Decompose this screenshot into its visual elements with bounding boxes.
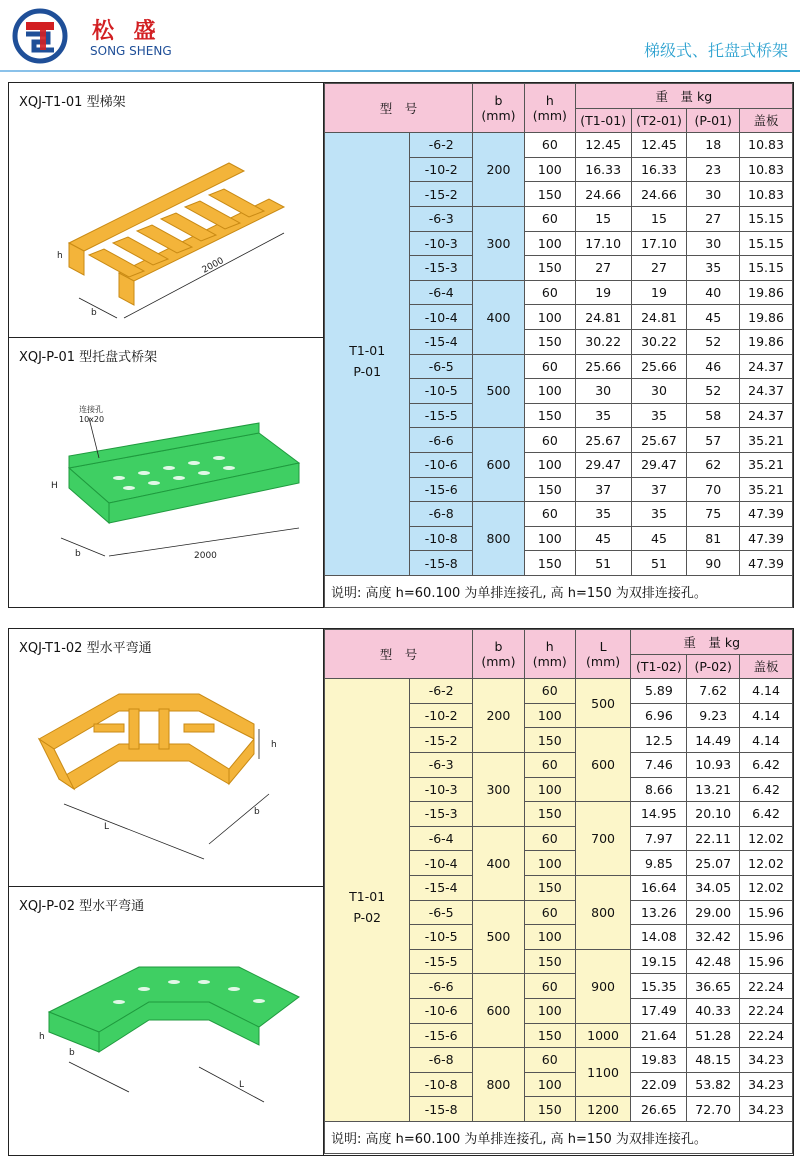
b-value-cell: 500 — [473, 354, 525, 428]
L-value-cell: 1000 — [575, 1023, 631, 1048]
weight-p-cell: 20.10 — [687, 802, 740, 827]
weight-cover-cell: 22.24 — [740, 974, 793, 999]
tray-bend-caption: XQJ-P-02 型水平弯通 — [19, 899, 145, 914]
model-suffix-cell: -10-3 — [410, 231, 473, 256]
ladder-bend-drawing — [9, 669, 324, 887]
model-suffix-cell: -10-5 — [410, 379, 473, 404]
h-value-cell: 150 — [524, 329, 575, 354]
weight-t1-cell: 25.66 — [575, 354, 631, 379]
model-suffix-cell: -15-4 — [410, 329, 473, 354]
model-suffix-cell: -6-5 — [410, 900, 473, 925]
h-value-cell: 60 — [524, 502, 575, 527]
weight-p-cell: 36.65 — [687, 974, 740, 999]
weight-t1-cell: 14.95 — [631, 802, 687, 827]
weight-p-cell: 75 — [687, 502, 740, 527]
h-value-cell: 150 — [524, 403, 575, 428]
h-value-cell: 100 — [524, 305, 575, 330]
model-suffix-cell: -15-5 — [410, 403, 473, 428]
weight-cover-cell: 35.21 — [740, 477, 793, 502]
model-suffix-cell: -15-6 — [410, 1023, 473, 1048]
bend-table-body — [325, 679, 793, 1122]
weight-cover-cell: 6.42 — [740, 777, 793, 802]
h-value-cell: 100 — [524, 777, 575, 802]
b-value-cell: 200 — [473, 133, 525, 207]
weight-t2-cell: 27 — [631, 256, 687, 281]
weight-t1-cell: 51 — [575, 551, 631, 576]
weight-cover-cell: 15.15 — [740, 206, 793, 231]
weight-p-cell: 52 — [687, 329, 740, 354]
header-divider — [0, 70, 800, 72]
weight-cover-cell: 12.02 — [740, 826, 793, 851]
ladder-length-label: 2000 — [200, 256, 226, 276]
weight-t1-cell: 30.22 — [575, 329, 631, 354]
weight-t1-cell: 14.08 — [631, 925, 687, 950]
tray-hole-label: 连接孔 — [79, 405, 103, 414]
b-value-cell: 400 — [473, 826, 525, 900]
weight-p-cell: 30 — [687, 231, 740, 256]
weight-p-cell: 30 — [687, 182, 740, 207]
weight-p-cell: 62 — [687, 452, 740, 477]
weight-t2-cell: 19 — [631, 280, 687, 305]
model-suffix-cell: -10-5 — [410, 925, 473, 950]
weight-cover-cell: 24.37 — [740, 403, 793, 428]
weight-cover-cell: 15.15 — [740, 231, 793, 256]
h-value-cell: 100 — [524, 231, 575, 256]
weight-t2-cell: 45 — [631, 526, 687, 551]
weight-cover-cell: 35.21 — [740, 452, 793, 477]
weight-p-cell: 18 — [687, 133, 740, 158]
tray-caption: XQJ-P-01 型托盘式桥架 — [19, 350, 158, 365]
model-suffix-cell: -10-2 — [410, 703, 473, 728]
weight-t2-cell: 17.10 — [631, 231, 687, 256]
weight-t1-cell: 12.45 — [575, 133, 631, 158]
header-c3: 盖板 — [740, 654, 793, 679]
model-suffix-cell: -6-2 — [410, 133, 473, 158]
model-name-1: T1-01 — [349, 889, 386, 905]
weight-t1-cell: 19.15 — [631, 949, 687, 974]
weight-t1-cell: 12.5 — [631, 728, 687, 753]
tray-bend-drawing — [9, 927, 324, 1157]
model-name-cell — [325, 679, 410, 1122]
header-model: 型 号 — [325, 630, 473, 679]
b-value-cell: 600 — [473, 428, 525, 502]
weight-t1-cell: 35 — [575, 502, 631, 527]
weight-cover-cell: 15.15 — [740, 256, 793, 281]
header-weight: 重 量 kg — [631, 630, 793, 655]
b-value-cell: 800 — [473, 502, 525, 576]
model-suffix-cell: -15-6 — [410, 477, 473, 502]
ladder-table-body — [325, 133, 793, 576]
weight-p-cell: 13.21 — [687, 777, 740, 802]
h-value-cell: 150 — [524, 477, 575, 502]
h-value-cell: 60 — [524, 900, 575, 925]
h-value-cell: 150 — [524, 949, 575, 974]
weight-t2-cell: 16.33 — [631, 157, 687, 182]
model-suffix-cell: -6-5 — [410, 354, 473, 379]
tray-bend-h-label: h — [39, 1032, 45, 1042]
ladder-bend-h-label: h — [271, 740, 277, 750]
tray-b-label: b — [75, 549, 81, 559]
model-suffix-cell: -10-8 — [410, 1072, 473, 1097]
weight-p-cell: 52 — [687, 379, 740, 404]
weight-p-cell: 48.15 — [687, 1048, 740, 1073]
weight-cover-cell: 47.39 — [740, 526, 793, 551]
weight-p-cell: 34.05 — [687, 875, 740, 900]
h-value-cell: 150 — [524, 551, 575, 576]
b-value-cell: 500 — [473, 900, 525, 974]
weight-cover-cell: 12.02 — [740, 851, 793, 876]
weight-t1-cell: 17.49 — [631, 998, 687, 1023]
tray-bend-image-cell — [9, 887, 324, 1157]
model-name-cell — [325, 133, 410, 576]
ladder-bend-L-label: L — [104, 822, 110, 832]
image-column — [9, 83, 324, 607]
L-value-cell: 1100 — [575, 1048, 631, 1097]
ladder-caption: XQJ-T1-01 型梯架 — [19, 95, 126, 110]
h-value-cell: 100 — [524, 157, 575, 182]
h-value-cell: 100 — [524, 452, 575, 477]
weight-cover-cell: 24.37 — [740, 379, 793, 404]
weight-cover-cell: 34.23 — [740, 1072, 793, 1097]
weight-cover-cell: 4.14 — [740, 679, 793, 704]
h-value-cell: 60 — [524, 206, 575, 231]
weight-p-cell: 81 — [687, 526, 740, 551]
tray-bend-b-label: b — [69, 1048, 75, 1058]
table-note: 说明: 高度 h=60.100 为单排连接孔, 高 h=150 为双排连接孔。 — [325, 1121, 793, 1153]
weight-p-cell: 40.33 — [687, 998, 740, 1023]
weight-cover-cell: 6.42 — [740, 752, 793, 777]
weight-p-cell: 9.23 — [687, 703, 740, 728]
weight-cover-cell: 34.23 — [740, 1097, 793, 1122]
tray-length-label: 2000 — [194, 551, 217, 561]
model-suffix-cell: -6-3 — [410, 206, 473, 231]
bend-spec-table — [324, 629, 793, 1154]
brand-name-en: SONG SHENG — [90, 44, 172, 58]
weight-cover-cell: 15.96 — [740, 925, 793, 950]
tray-drawing — [9, 378, 324, 608]
L-value-cell: 800 — [575, 875, 631, 949]
weight-t1-cell: 16.33 — [575, 157, 631, 182]
weight-t1-cell: 13.26 — [631, 900, 687, 925]
L-value-cell: 700 — [575, 802, 631, 876]
weight-cover-cell: 15.96 — [740, 900, 793, 925]
weight-t1-cell: 24.81 — [575, 305, 631, 330]
weight-cover-cell: 22.24 — [740, 998, 793, 1023]
model-suffix-cell: -15-8 — [410, 551, 473, 576]
ladder-bend-caption: XQJ-T1-02 型水平弯通 — [19, 641, 152, 656]
h-value-cell: 60 — [524, 280, 575, 305]
b-value-cell: 800 — [473, 1048, 525, 1122]
weight-t1-cell: 27 — [575, 256, 631, 281]
tray-image-cell — [9, 338, 324, 608]
h-value-cell: 100 — [524, 703, 575, 728]
weight-p-cell: 23 — [687, 157, 740, 182]
h-value-cell: 150 — [524, 802, 575, 827]
h-value-cell: 100 — [524, 851, 575, 876]
weight-p-cell: 51.28 — [687, 1023, 740, 1048]
weight-cover-cell: 10.83 — [740, 182, 793, 207]
model-suffix-cell: -6-8 — [410, 1048, 473, 1073]
h-value-cell: 60 — [524, 354, 575, 379]
weight-p-cell: 14.49 — [687, 728, 740, 753]
model-suffix-cell: -6-6 — [410, 974, 473, 999]
h-value-cell: 60 — [524, 133, 575, 158]
b-value-cell: 300 — [473, 206, 525, 280]
model-name-2: P-01 — [353, 364, 382, 380]
header-c4: 盖板 — [740, 108, 793, 133]
weight-t1-cell: 25.67 — [575, 428, 631, 453]
weight-cover-cell: 35.21 — [740, 428, 793, 453]
model-suffix-cell: -10-3 — [410, 777, 473, 802]
b-value-cell: 300 — [473, 752, 525, 826]
weight-t2-cell: 24.81 — [631, 305, 687, 330]
L-value-cell: 900 — [575, 949, 631, 1023]
weight-p-cell: 25.07 — [687, 851, 740, 876]
b-value-cell: 200 — [473, 679, 525, 753]
model-suffix-cell: -15-8 — [410, 1097, 473, 1122]
model-suffix-cell: -15-3 — [410, 802, 473, 827]
weight-t1-cell: 16.64 — [631, 875, 687, 900]
header-h: h (mm) — [524, 84, 575, 133]
ladder-spec-table — [324, 83, 793, 608]
model-suffix-cell: -6-4 — [410, 826, 473, 851]
weight-cover-cell: 6.42 — [740, 802, 793, 827]
tray-bend-L-label: L — [239, 1080, 245, 1090]
bend-panel — [8, 628, 794, 1156]
b-value-cell: 600 — [473, 974, 525, 1048]
weight-p-cell: 58 — [687, 403, 740, 428]
header-b: b (mm) — [473, 630, 525, 679]
weight-cover-cell: 19.86 — [740, 305, 793, 330]
weight-cover-cell: 19.86 — [740, 329, 793, 354]
weight-p-cell: 46 — [687, 354, 740, 379]
model-suffix-cell: -10-6 — [410, 998, 473, 1023]
tray-H-label: H — [51, 481, 58, 491]
weight-t1-cell: 19 — [575, 280, 631, 305]
ladder-image-cell — [9, 83, 324, 338]
header-model: 型 号 — [325, 84, 473, 133]
brand-name: 松 盛 — [92, 19, 162, 44]
weight-t1-cell: 15.35 — [631, 974, 687, 999]
h-value-cell: 100 — [524, 526, 575, 551]
weight-p-cell: 22.11 — [687, 826, 740, 851]
weight-p-cell: 35 — [687, 256, 740, 281]
weight-cover-cell: 47.39 — [740, 551, 793, 576]
weight-t1-cell: 45 — [575, 526, 631, 551]
model-name-1: T1-01 — [349, 343, 386, 359]
model-suffix-cell: -6-6 — [410, 428, 473, 453]
header-b: b (mm) — [473, 84, 525, 133]
page-title: 梯级式、托盘式桥架 — [643, 41, 788, 60]
ladder-bend-b-label: b — [254, 807, 260, 817]
weight-p-cell: 40 — [687, 280, 740, 305]
h-value-cell: 100 — [524, 998, 575, 1023]
model-suffix-cell: -6-2 — [410, 679, 473, 704]
weight-p-cell: 10.93 — [687, 752, 740, 777]
ladder-bend-image-cell — [9, 629, 324, 887]
weight-t1-cell: 26.65 — [631, 1097, 687, 1122]
weight-cover-cell: 12.02 — [740, 875, 793, 900]
header-L: L (mm) — [575, 630, 631, 679]
model-suffix-cell: -15-5 — [410, 949, 473, 974]
weight-t2-cell: 29.47 — [631, 452, 687, 477]
weight-t1-cell: 24.66 — [575, 182, 631, 207]
weight-p-cell: 72.70 — [687, 1097, 740, 1122]
weight-p-cell: 57 — [687, 428, 740, 453]
weight-cover-cell: 47.39 — [740, 502, 793, 527]
header-c2: (P-02) — [687, 654, 740, 679]
model-suffix-cell: -6-8 — [410, 502, 473, 527]
weight-p-cell: 7.62 — [687, 679, 740, 704]
model-suffix-cell: -10-4 — [410, 305, 473, 330]
model-name-2: P-02 — [353, 910, 382, 926]
weight-t2-cell: 25.66 — [631, 354, 687, 379]
h-value-cell: 60 — [524, 752, 575, 777]
weight-cover-cell: 10.83 — [740, 133, 793, 158]
model-suffix-cell: -15-2 — [410, 728, 473, 753]
weight-t1-cell: 35 — [575, 403, 631, 428]
model-suffix-cell: -6-4 — [410, 280, 473, 305]
h-value-cell: 150 — [524, 182, 575, 207]
weight-t1-cell: 6.96 — [631, 703, 687, 728]
weight-t1-cell: 15 — [575, 206, 631, 231]
h-value-cell: 100 — [524, 925, 575, 950]
model-suffix-cell: -10-6 — [410, 452, 473, 477]
h-value-cell: 60 — [524, 428, 575, 453]
weight-t2-cell: 30 — [631, 379, 687, 404]
weight-t1-cell: 30 — [575, 379, 631, 404]
model-suffix-cell: -15-3 — [410, 256, 473, 281]
tray-hole-size-label: 10x20 — [79, 415, 105, 424]
ladder-h-label: h — [57, 251, 63, 261]
h-value-cell: 60 — [524, 1048, 575, 1073]
table-note: 说明: 高度 h=60.100 为单排连接孔, 高 h=150 为双排连接孔。 — [325, 575, 793, 607]
model-suffix-cell: -10-2 — [410, 157, 473, 182]
model-suffix-cell: -15-4 — [410, 875, 473, 900]
model-suffix-cell: -10-8 — [410, 526, 473, 551]
weight-t2-cell: 15 — [631, 206, 687, 231]
L-value-cell: 500 — [575, 679, 631, 728]
weight-p-cell: 32.42 — [687, 925, 740, 950]
weight-cover-cell: 34.23 — [740, 1048, 793, 1073]
image-column — [9, 629, 324, 1155]
weight-t2-cell: 37 — [631, 477, 687, 502]
weight-cover-cell: 24.37 — [740, 354, 793, 379]
weight-p-cell: 27 — [687, 206, 740, 231]
weight-p-cell: 45 — [687, 305, 740, 330]
header-h: h (mm) — [524, 630, 575, 679]
h-value-cell: 100 — [524, 1072, 575, 1097]
weight-t1-cell: 19.83 — [631, 1048, 687, 1073]
L-value-cell: 600 — [575, 728, 631, 802]
weight-p-cell: 70 — [687, 477, 740, 502]
weight-t1-cell: 22.09 — [631, 1072, 687, 1097]
weight-p-cell: 53.82 — [687, 1072, 740, 1097]
h-value-cell: 150 — [524, 728, 575, 753]
header-c1: (T1-02) — [631, 654, 687, 679]
weight-t2-cell: 30.22 — [631, 329, 687, 354]
header-weight: 重 量 kg — [575, 84, 792, 109]
h-value-cell: 60 — [524, 826, 575, 851]
model-suffix-cell: -15-2 — [410, 182, 473, 207]
weight-p-cell: 29.00 — [687, 900, 740, 925]
header-c1: (T1-01) — [575, 108, 631, 133]
weight-t1-cell: 29.47 — [575, 452, 631, 477]
weight-t1-cell: 5.89 — [631, 679, 687, 704]
weight-t1-cell: 7.97 — [631, 826, 687, 851]
weight-t1-cell: 21.64 — [631, 1023, 687, 1048]
h-value-cell: 150 — [524, 875, 575, 900]
h-value-cell: 150 — [524, 1023, 575, 1048]
weight-t1-cell: 7.46 — [631, 752, 687, 777]
h-value-cell: 100 — [524, 379, 575, 404]
brand-logo-icon — [12, 8, 68, 64]
h-value-cell: 60 — [524, 679, 575, 704]
header-c2: (T2-01) — [631, 108, 687, 133]
ladder-b-label: b — [91, 308, 97, 318]
L-value-cell: 1200 — [575, 1097, 631, 1122]
weight-t1-cell: 37 — [575, 477, 631, 502]
weight-t2-cell: 25.67 — [631, 428, 687, 453]
h-value-cell: 150 — [524, 256, 575, 281]
weight-cover-cell: 4.14 — [740, 703, 793, 728]
weight-t2-cell: 12.45 — [631, 133, 687, 158]
weight-t2-cell: 35 — [631, 502, 687, 527]
weight-t1-cell: 17.10 — [575, 231, 631, 256]
weight-t1-cell: 8.66 — [631, 777, 687, 802]
weight-cover-cell: 19.86 — [740, 280, 793, 305]
b-value-cell: 400 — [473, 280, 525, 354]
ladder-drawing — [9, 123, 324, 338]
page-header — [0, 0, 800, 80]
weight-t1-cell: 9.85 — [631, 851, 687, 876]
ladder-tray-panel — [8, 82, 794, 608]
weight-cover-cell: 15.96 — [740, 949, 793, 974]
model-suffix-cell: -10-4 — [410, 851, 473, 876]
h-value-cell: 150 — [524, 1097, 575, 1122]
table-row — [325, 679, 793, 704]
weight-cover-cell: 22.24 — [740, 1023, 793, 1048]
weight-t2-cell: 51 — [631, 551, 687, 576]
weight-cover-cell: 10.83 — [740, 157, 793, 182]
header-c3: (P-01) — [687, 108, 740, 133]
weight-t2-cell: 35 — [631, 403, 687, 428]
weight-cover-cell: 4.14 — [740, 728, 793, 753]
weight-t2-cell: 24.66 — [631, 182, 687, 207]
weight-p-cell: 90 — [687, 551, 740, 576]
table-row — [325, 133, 793, 158]
weight-p-cell: 42.48 — [687, 949, 740, 974]
model-suffix-cell: -6-3 — [410, 752, 473, 777]
h-value-cell: 60 — [524, 974, 575, 999]
